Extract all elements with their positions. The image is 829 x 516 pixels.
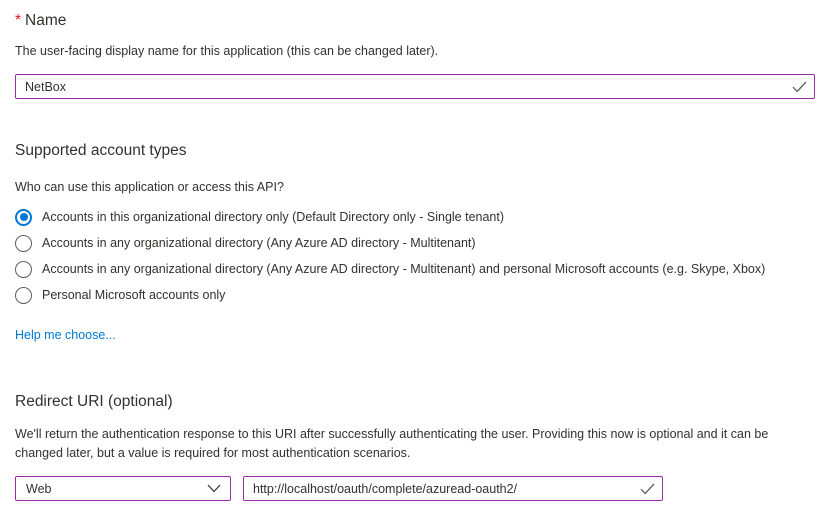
account-types-title: Supported account types [15,142,187,159]
required-asterisk: * [15,12,22,29]
redirect-uri-description: We'll return the authentication response to this URI after successfully authenticating the user. Providing this now is optional and it can be changed later, but a value is required for most authentication scenarios. [15,427,769,460]
radio-button-icon[interactable] [15,287,32,304]
name-input-container [15,74,815,99]
account-types-question: Who can use this application or access this API? [15,180,284,194]
radio-option-label: Accounts in this organizational directory only (Default Directory only - Single tenant) [42,210,505,224]
radio-button-icon[interactable] [15,261,32,278]
radio-option-personal-only[interactable] [15,282,815,308]
redirect-uri-title: Redirect URI (optional) [15,393,173,410]
name-label-text: Name [25,12,67,29]
radio-option-multitenant[interactable] [15,230,815,256]
name-field-label [15,12,815,29]
redirect-uri-row [15,476,815,501]
redirect-uri-input[interactable] [243,476,663,501]
account-type-radio-group [15,204,815,308]
check-icon [640,483,655,495]
radio-option-single-tenant[interactable] [15,204,815,230]
name-input[interactable] [15,74,815,99]
radio-option-label: Accounts in any organizational directory (Any Azure AD directory - Multitenant) and personal Microsoft accounts (e.g. Skype, Xbox) [42,262,766,276]
help-me-choose-link[interactable]: Help me choose... [15,328,116,342]
radio-option-multitenant-personal[interactable] [15,256,815,282]
radio-option-label: Accounts in any organizational directory (Any Azure AD directory - Multitenant) [42,236,476,250]
chevron-down-icon [207,484,221,493]
radio-button-icon[interactable] [15,209,32,226]
check-icon [792,81,807,93]
radio-button-icon[interactable] [15,235,32,252]
redirect-uri-input-container [243,476,663,501]
radio-option-label: Personal Microsoft accounts only [42,288,226,302]
platform-select-value: Web [26,481,52,496]
platform-select[interactable] [15,476,231,501]
name-description: The user-facing display name for this application (this can be changed later). [15,44,439,58]
